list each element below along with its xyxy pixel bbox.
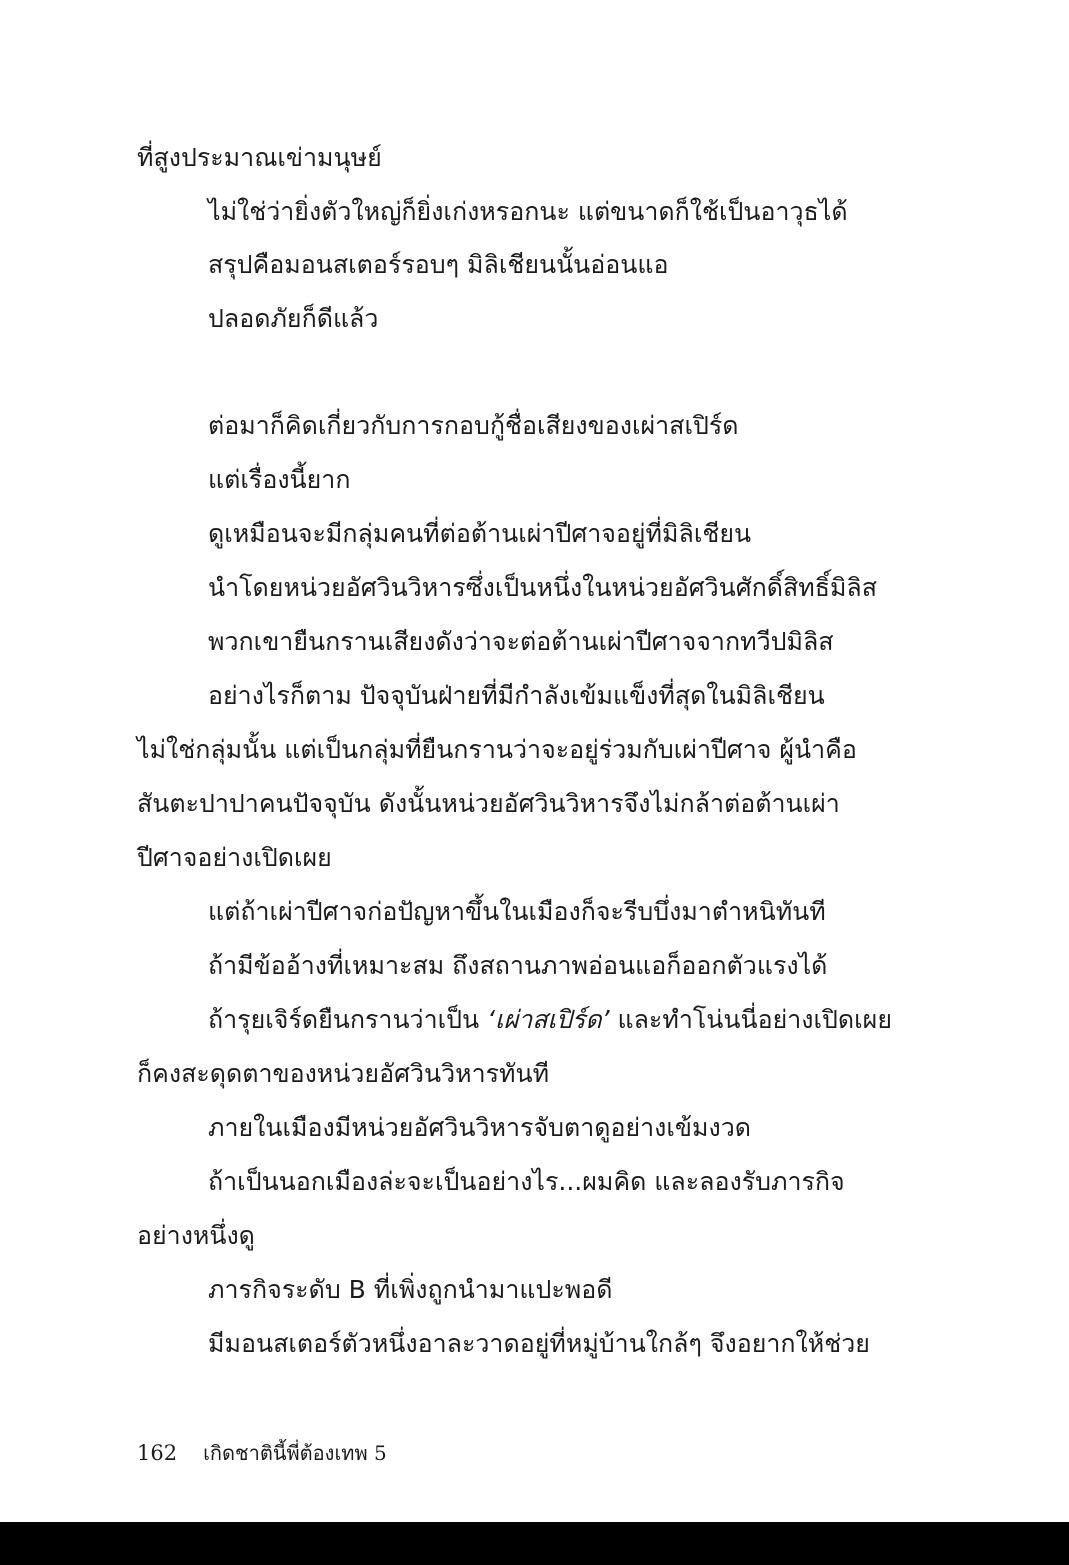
text-line-16-start: ถ้ารุยเจิร์ดยืนกรานว่าเป็น	[208, 1005, 488, 1034]
text-line-1: ที่สูงประมาณเข่ามนุษย์	[137, 143, 382, 172]
text-line-7: ดูเหมือนจะมีกลุ่มคนที่ต่อต้านเผ่าปีศาจอยู่ที่มิลิเชียน	[208, 519, 752, 548]
text-line-13: ปีศาจอย่างเปิดเผย	[137, 843, 332, 872]
text-line-2: ไม่ใช่ว่ายิ่งตัวใหญ่ก็ยิ่งเก่งหรอกนะ แต่ขนาดก็ใช้เป็นอาวุธได้	[208, 197, 848, 226]
text-line-20: อย่างหนึ่งดู	[137, 1221, 255, 1250]
text-line-22: มีมอนสเตอร์ตัวหนึ่งอาละวาดอยู่ที่หมู่บ้านใกล้ๆ จึงอยากให้ช่วย	[208, 1329, 870, 1358]
text-line-10: อย่างไรก็ตาม ปัจจุบันฝ่ายที่มีกำลังเข้มแข็งที่สุดในมิลิเชียน	[208, 681, 825, 710]
book-title: เกิดชาตินี้พี่ต้องเทพ 5	[203, 1441, 387, 1465]
text-line-8: นำโดยหน่วยอัศวินวิหารซึ่งเป็นหนึ่งในหน่วยอัศวินศักดิ์สิทธิ์มิลิส	[208, 573, 878, 602]
page-footer	[137, 1438, 387, 1468]
text-line-18: ภายในเมืองมีหน่วยอัศวินวิหารจับตาดูอย่างเข้มงวด	[208, 1113, 751, 1142]
text-line-3: สรุปคือมอนสเตอร์รอบๆ มิลิเชียนนั้นอ่อนแอ	[208, 250, 669, 279]
text-line-21: ภารกิจระดับ B ที่เพิ่งถูกนำมาแปะพอดี	[208, 1275, 613, 1304]
text-line-4: ปลอดภัยก็ดีแล้ว	[208, 304, 379, 333]
text-line-17: ก็คงสะดุดตาของหน่วยอัศวินวิหารทันที	[137, 1059, 550, 1088]
italic-tribe-name: ‘เผ่าสเปิร์ด’	[487, 1005, 610, 1034]
text-line-11: ไม่ใช่กลุ่มนั้น แต่เป็นกลุ่มที่ยืนกรานว่าจะอยู่ร่วมกับเผ่าปีศาจ ผู้นำคือ	[137, 735, 857, 764]
text-line-15: ถ้ามีข้ออ้างที่เหมาะสม ถึงสถานภาพอ่อนแอก็ออกตัวแรงได้	[208, 951, 828, 980]
text-line-12: สันตะปาปาคนปัจจุบัน ดังนั้นหน่วยอัศวินวิหารจึงไม่กล้าต่อต้านเผ่า	[137, 789, 840, 818]
text-line-14: แต่ถ้าเผ่าปีศาจก่อปัญหาขึ้นในเมืองก็จะรีบบึ่งมาตำหนิทันที	[208, 897, 826, 926]
bottom-black-bar	[0, 1522, 1069, 1565]
text-line-19: ถ้าเป็นนอกเมืองล่ะจะเป็นอย่างไร...ผมคิด และลองรับภารกิจ	[208, 1167, 845, 1196]
text-line-6: แต่เรื่องนี้ยาก	[208, 465, 351, 494]
text-line-16-end: และทำโน่นนี่อย่างเปิดเผย	[609, 1005, 892, 1034]
text-line-16	[208, 1003, 892, 1037]
text-line-9: พวกเขายืนกรานเสียงดังว่าจะต่อต้านเผ่าปีศาจจากทวีปมิลิส	[208, 627, 834, 656]
text-line-5: ต่อมาก็คิดเกี่ยวกับการกอบกู้ชื่อเสียงของเผ่าสเปิร์ด	[208, 411, 739, 440]
page-number: 162	[137, 1441, 178, 1465]
